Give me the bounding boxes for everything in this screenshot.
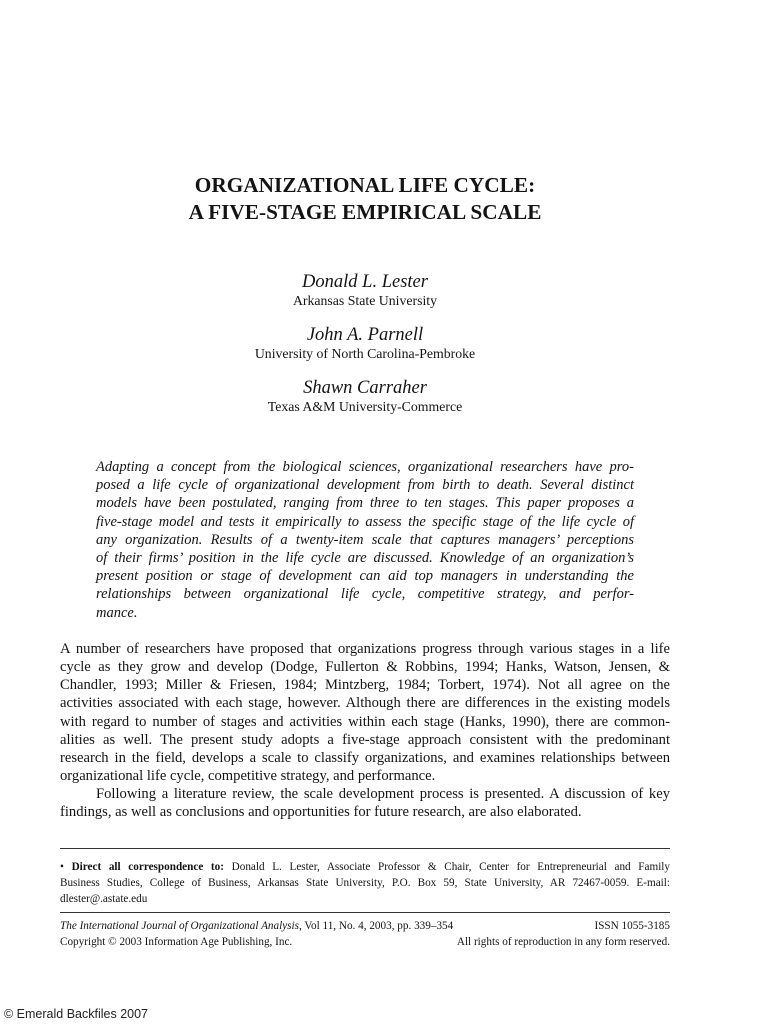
footnote-text: Donald L. Lester, Associate Professor & Chair, Center for Entrepreneurial and Family	[231, 861, 671, 873]
author-list	[60, 271, 670, 430]
abstract-line: mance.	[96, 604, 138, 621]
footnote-marker: •	[60, 861, 64, 873]
journal-citation	[60, 918, 453, 934]
abstract-line: models have been postulated, ranging from three to ten stages. This paper proposes a	[96, 495, 634, 512]
copyright-watermark: © Emerald Backfiles 2007	[4, 1007, 149, 1021]
abstract	[96, 458, 634, 622]
footnote-lead: Direct all correspondence to:	[71, 861, 224, 873]
author-block	[60, 324, 670, 361]
body-line: findings, as well as conclusions and opportunities for future research, are also elaborated.	[60, 804, 582, 821]
paragraph	[60, 640, 670, 785]
author-affiliation: Arkansas State University	[292, 293, 438, 308]
correspondence-footnote	[60, 859, 670, 907]
body-line: organizational life cycle, competitive strategy, and performance.	[60, 768, 436, 785]
abstract-line: Adapting a concept from the biological sciences, organizational researchers have pro-	[96, 459, 634, 475]
abstract-line: posed a life cycle of organizational development from birth to death. Several distinct	[96, 477, 634, 494]
abstract-line: of their firms’ position in the life cycle are discussed. Knowledge of an organization’s	[96, 550, 634, 567]
body-line: research in the field, develops a scale to classify organizations, and examines relationships between	[60, 749, 670, 766]
citation-details: , Vol 11, No. 4, 2003, pp. 339–354	[298, 920, 454, 932]
title-line: ORGANIZATIONAL LIFE CYCLE:	[194, 173, 536, 197]
body-line: alities as well. The present study adopts a five-stage approach consistent with the predominant	[60, 731, 670, 748]
rights-notice: All rights of reproduction in any form reserved.	[456, 936, 670, 948]
abstract-line: any organization. Results of a twenty-item scale that captures managers’ perceptions	[96, 531, 634, 548]
author-name: Donald L. Lester	[302, 272, 428, 292]
abstract-line: relationships between organizational life cycle, competitive strategy, and perfor-	[96, 586, 634, 603]
body-line: with regard to number of stages and activities within each stage (Hanks, 1990), there are common-	[60, 713, 670, 730]
journal-info	[60, 918, 670, 950]
footnote-line: Business Studies, College of Business, Arkansas State University, P.O. Box 59, State University, AR 72467-0059. E-mail:	[60, 877, 670, 889]
footnote-line	[60, 859, 670, 875]
journal-name: The International Journal of Organizational Analysis	[60, 920, 299, 932]
journal-divider	[60, 912, 670, 913]
journal-citation-row	[60, 918, 670, 934]
author-affiliation: University of North Carolina-Pembroke	[254, 346, 476, 361]
article-title	[60, 172, 670, 226]
author-block	[60, 271, 670, 308]
body-line: Chandler, 1993; Miller & Friesen, 1984; Mintzberg, 1984; Torbert, 1974). Not all agree on the	[60, 677, 670, 694]
footnote-divider	[60, 848, 670, 849]
abstract-line: present position or stage of development can aid top managers in understanding the	[96, 568, 634, 585]
paragraph	[60, 785, 670, 821]
author-affiliation: Texas A&M University-Commerce	[267, 399, 463, 414]
abstract-line: five-stage model and tests it empirically to assess the specific stage of the life cycle of	[96, 513, 634, 530]
author-name: Shawn Carraher	[303, 378, 427, 398]
body-text	[60, 640, 670, 822]
author-name: John A. Parnell	[306, 325, 424, 345]
body-line: Following a literature review, the scale development process is presented. A discussion of key	[96, 786, 670, 803]
issn: ISSN 1055-3185	[594, 920, 670, 932]
copyright-row	[60, 934, 670, 950]
author-block	[60, 377, 670, 414]
title-line: A FIVE-STAGE EMPIRICAL SCALE	[188, 200, 542, 224]
copyright-notice: Copyright © 2003 Information Age Publishing, Inc.	[60, 936, 293, 948]
correspondence-email: dlester@.astate.edu	[60, 893, 148, 905]
body-line: activities associated with each stage, however. Although there are differences in the existing models	[60, 695, 670, 712]
body-line: cycle as they grow and develop (Dodge, Fullerton & Robbins, 1994; Hanks, Watson, Jensen, &	[60, 659, 670, 676]
body-line: A number of researchers have proposed that organizations progress through various stages in a life	[60, 641, 670, 657]
